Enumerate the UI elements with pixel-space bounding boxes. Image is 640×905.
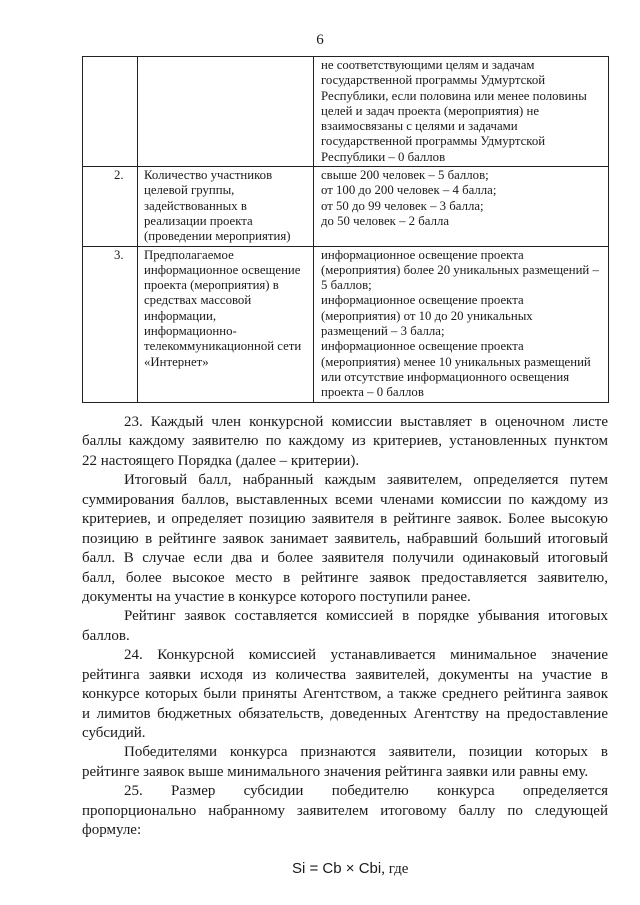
score-line: государственной программы Удмуртской (321, 134, 546, 149)
score-line: до 50 человек – 2 балла (321, 213, 450, 228)
paragraph-line: пропорционально набранному заявителем итоговому баллу по следующей (82, 802, 608, 819)
score-line: (мероприятия) менее 10 уникальных размещений (321, 354, 591, 369)
paragraph-line: 22 настоящего Порядка (далее – критерии). (82, 452, 360, 469)
score-line: взаимосвязаны с целями и задачами (321, 119, 518, 134)
criterion-line: средствах массовой (144, 293, 252, 308)
score-line: Республики, если половина или менее половины (321, 88, 587, 103)
criterion-line: «Интернет» (144, 354, 209, 369)
paragraph-line: рейтинге заявок выше минимального значения рейтинга заявки или равны ему. (82, 763, 589, 780)
criterion-line: реализации проекта (144, 213, 253, 228)
paragraph-rating (82, 607, 608, 646)
score-line: от 100 до 200 человек – 4 балла; (321, 183, 497, 198)
body-text (82, 413, 608, 841)
criterion-name-cell (138, 57, 314, 167)
criteria-table (82, 56, 609, 403)
criterion-line: (проведении мероприятия) (144, 229, 291, 244)
formula-expression: Si = Cb × Cbi (292, 860, 382, 877)
score-line: от 50 до 99 человек – 3 балла; (321, 198, 484, 213)
criterion-number-cell (83, 57, 138, 167)
score-line: свыше 200 человек – 5 баллов; (321, 168, 489, 183)
score-line: не соответствующими целям и задачам (321, 58, 535, 72)
score-line: (мероприятия) от 10 до 20 уникальных (321, 308, 533, 323)
criterion-line: проекта (мероприятия) в (144, 278, 279, 293)
paragraph-line: 24. Конкурсной комиссией устанавливается минимальное значение (124, 647, 608, 664)
criterion-line: информационное освещение (144, 262, 301, 277)
paragraph-24 (82, 646, 608, 743)
criterion-number-cell (83, 246, 138, 402)
score-line: государственной программы Удмуртской (321, 73, 546, 88)
paragraph-line: субсидий. (82, 725, 146, 741)
criterion-line: Количество участников (144, 168, 273, 183)
criterion-line: информации, (144, 308, 217, 323)
criterion-number-cell (83, 167, 138, 246)
paragraph-total-score (82, 471, 608, 607)
criterion-line: информационно- (144, 324, 237, 339)
score-line: информационное освещение проекта (321, 339, 524, 354)
criterion-score-cell (314, 57, 609, 167)
paragraph-line: баллов. (82, 627, 130, 644)
paragraph-line: суммирования баллов, выставленных всеми членами комиссии по каждому из (82, 491, 608, 508)
criterion-name-cell (138, 167, 314, 246)
criterion-line: задействованных в (144, 198, 247, 213)
score-line: 5 баллов; (321, 278, 372, 293)
paragraph-line: балл. В случае если два и более заявителя получили одинаковый итоговый (82, 550, 608, 567)
paragraph-line: 23. Каждый член конкурсной комиссии выставляет в оценочном листе (124, 414, 608, 430)
page-number: 6 (316, 32, 324, 48)
paragraph-line: Победителями конкурса признаются заявители, позиции которых в (124, 744, 608, 761)
score-line: или отсутствие информационного освещения (321, 369, 570, 384)
paragraph-line: и лимитов бюджетных обязательств, доведенных Агентству на предоставление (82, 705, 608, 722)
paragraph-line: балл, более высокое место в рейтинге заявок предоставляется заявителю, (82, 569, 608, 586)
paragraph-23 (82, 413, 608, 471)
criterion-score-cell (314, 246, 609, 402)
criterion-number: 2. (114, 168, 124, 183)
criterion-name-cell (138, 246, 314, 402)
subsidy-formula (292, 859, 408, 879)
paragraph-line: рейтинга заявки исходя из количества заявителей, документы на участие в (82, 666, 608, 683)
paragraph-line: критериев, и определяет позицию заявителя в рейтинге заявок. Более высокую (82, 511, 608, 528)
score-line: (мероприятия) более 20 уникальных размещений – (321, 262, 599, 277)
table-row (83, 246, 609, 402)
formula-suffix: , где (381, 861, 409, 877)
paragraph-line: баллы каждому заявителю по каждому из критериев, установленных пунктом (82, 433, 608, 450)
criterion-number: 3. (114, 247, 124, 262)
paragraph-line: 25. Размер субсидии победителю конкурса определяется (124, 783, 608, 800)
paragraph-line: Рейтинг заявок составляется комиссией в порядке убывания итоговых (124, 608, 608, 625)
paragraph-line: Итоговый балл, набранный каждым заявителем, определяется путем (124, 472, 608, 489)
score-line: проекта – 0 баллов (321, 385, 424, 400)
paragraph-line: документы на участие в конкурсе которого поступили ранее. (82, 588, 471, 605)
criterion-score-cell (314, 167, 609, 246)
score-line: размещений – 3 балла; (321, 324, 445, 339)
paragraph-line: конкурсе которых были приняты Агентством, а также среднего рейтинга заявок (82, 686, 608, 703)
paragraph-25 (82, 782, 608, 840)
paragraph-line: позицию в рейтинге заявок занимает заявитель, набравший больший итоговый (82, 530, 608, 547)
table-row (83, 167, 609, 246)
score-line: информационное освещение проекта (321, 293, 524, 308)
score-line: Республики – 0 баллов (321, 149, 446, 164)
criterion-line: целевой группы, (144, 183, 235, 198)
score-line: информационное освещение проекта (321, 247, 524, 262)
criterion-line: телекоммуникационной сети (144, 339, 302, 354)
criterion-line: Предполагаемое (144, 247, 234, 262)
paragraph-winners (82, 743, 608, 782)
table-row (83, 57, 609, 167)
paragraph-line: формуле: (82, 822, 142, 839)
score-line: целей и задач проекта (мероприятия) не (321, 103, 540, 118)
